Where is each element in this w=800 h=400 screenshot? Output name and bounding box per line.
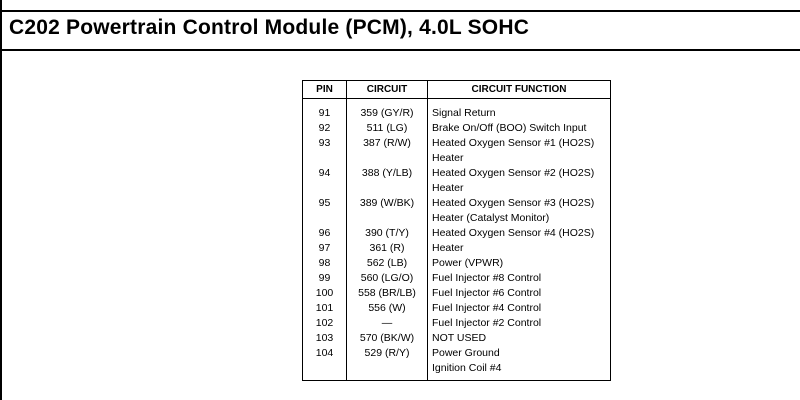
table-row — [303, 286, 611, 301]
function-line: Heater — [432, 182, 464, 194]
circuit-cell: 529 (R/Y) — [347, 346, 428, 381]
function-cell — [428, 301, 611, 316]
header-circuit: CIRCUIT — [347, 81, 428, 99]
function-line: Signal Return — [432, 107, 496, 119]
circuit-cell: 511 (LG) — [347, 121, 428, 136]
pin-cell: 98 — [303, 256, 347, 271]
table-row — [303, 346, 611, 381]
pin-cell: 97 — [303, 241, 347, 256]
function-cell — [428, 166, 611, 196]
table-row — [303, 301, 611, 316]
table-row — [303, 99, 611, 122]
pin-cell: 102 — [303, 316, 347, 331]
pin-cell: 101 — [303, 301, 347, 316]
pin-cell: 91 — [303, 99, 347, 122]
function-cell — [428, 99, 611, 122]
header-pin: PIN — [303, 81, 347, 99]
circuit-cell: 359 (GY/R) — [347, 99, 428, 122]
circuit-cell: 390 (T/Y) — [347, 226, 428, 241]
circuit-cell: 389 (W/BK) — [347, 196, 428, 226]
function-cell — [428, 136, 611, 166]
table-row — [303, 121, 611, 136]
function-line: Fuel Injector #2 Control — [432, 317, 542, 329]
function-line: Fuel Injector #8 Control — [432, 272, 542, 284]
function-line: Heated Oxygen Sensor #3 (HO2S) — [432, 197, 595, 209]
pin-cell: 94 — [303, 166, 347, 196]
circuit-cell: 556 (W) — [347, 301, 428, 316]
pin-cell: 104 — [303, 346, 347, 381]
circuit-cell: 560 (LG/O) — [347, 271, 428, 286]
circuit-cell: 570 (BK/W) — [347, 331, 428, 346]
page-left-border — [0, 0, 2, 400]
function-cell — [428, 121, 611, 136]
circuit-cell: 558 (BR/LB) — [347, 286, 428, 301]
pin-cell: 100 — [303, 286, 347, 301]
pin-cell: 103 — [303, 331, 347, 346]
function-cell — [428, 331, 611, 346]
header-row — [303, 81, 611, 99]
function-line: Ignition Coil #4 — [432, 362, 502, 374]
table-row — [303, 256, 611, 271]
function-cell — [428, 256, 611, 271]
function-line: Heater — [432, 242, 464, 254]
function-cell — [428, 196, 611, 226]
function-line: Heater (Catalyst Monitor) — [432, 212, 550, 224]
function-cell — [428, 271, 611, 286]
circuit-cell: 361 (R) — [347, 241, 428, 256]
function-line: Heated Oxygen Sensor #1 (HO2S) — [432, 137, 595, 149]
title-rule — [0, 49, 800, 51]
pin-cell: 96 — [303, 226, 347, 241]
table-row — [303, 271, 611, 286]
table-row — [303, 136, 611, 166]
function-line: Power (VPWR) — [432, 257, 504, 269]
table-row — [303, 166, 611, 196]
table-row — [303, 241, 611, 256]
top-rule — [0, 10, 800, 12]
pin-cell: 95 — [303, 196, 347, 226]
table-row — [303, 196, 611, 226]
circuit-cell: 388 (Y/LB) — [347, 166, 428, 196]
circuit-cell: 387 (R/W) — [347, 136, 428, 166]
function-cell — [428, 241, 611, 256]
function-cell — [428, 316, 611, 331]
function-cell — [428, 286, 611, 301]
function-line: NOT USED — [432, 332, 487, 344]
pin-cell: 93 — [303, 136, 347, 166]
pin-cell: 92 — [303, 121, 347, 136]
table-row — [303, 331, 611, 346]
function-line: Fuel Injector #6 Control — [432, 287, 542, 299]
page-title: C202 Powertrain Control Module (PCM), 4.0L SOHC — [9, 16, 530, 39]
function-cell — [428, 346, 611, 381]
function-line: Heated Oxygen Sensor #2 (HO2S) — [432, 167, 595, 179]
circuit-cell: — — [347, 316, 428, 331]
function-line: Heated Oxygen Sensor #4 (HO2S) — [432, 227, 595, 239]
function-line: Heater — [432, 152, 464, 164]
circuit-cell: 562 (LB) — [347, 256, 428, 271]
table-row — [303, 226, 611, 241]
function-cell — [428, 226, 611, 241]
pin-table — [302, 80, 611, 381]
function-line: Fuel Injector #4 Control — [432, 302, 542, 314]
table-row — [303, 316, 611, 331]
function-line: Brake On/Off (BOO) Switch Input — [432, 122, 587, 134]
pin-cell: 99 — [303, 271, 347, 286]
header-function: CIRCUIT FUNCTION — [428, 81, 611, 99]
function-line: Power Ground — [432, 347, 500, 359]
